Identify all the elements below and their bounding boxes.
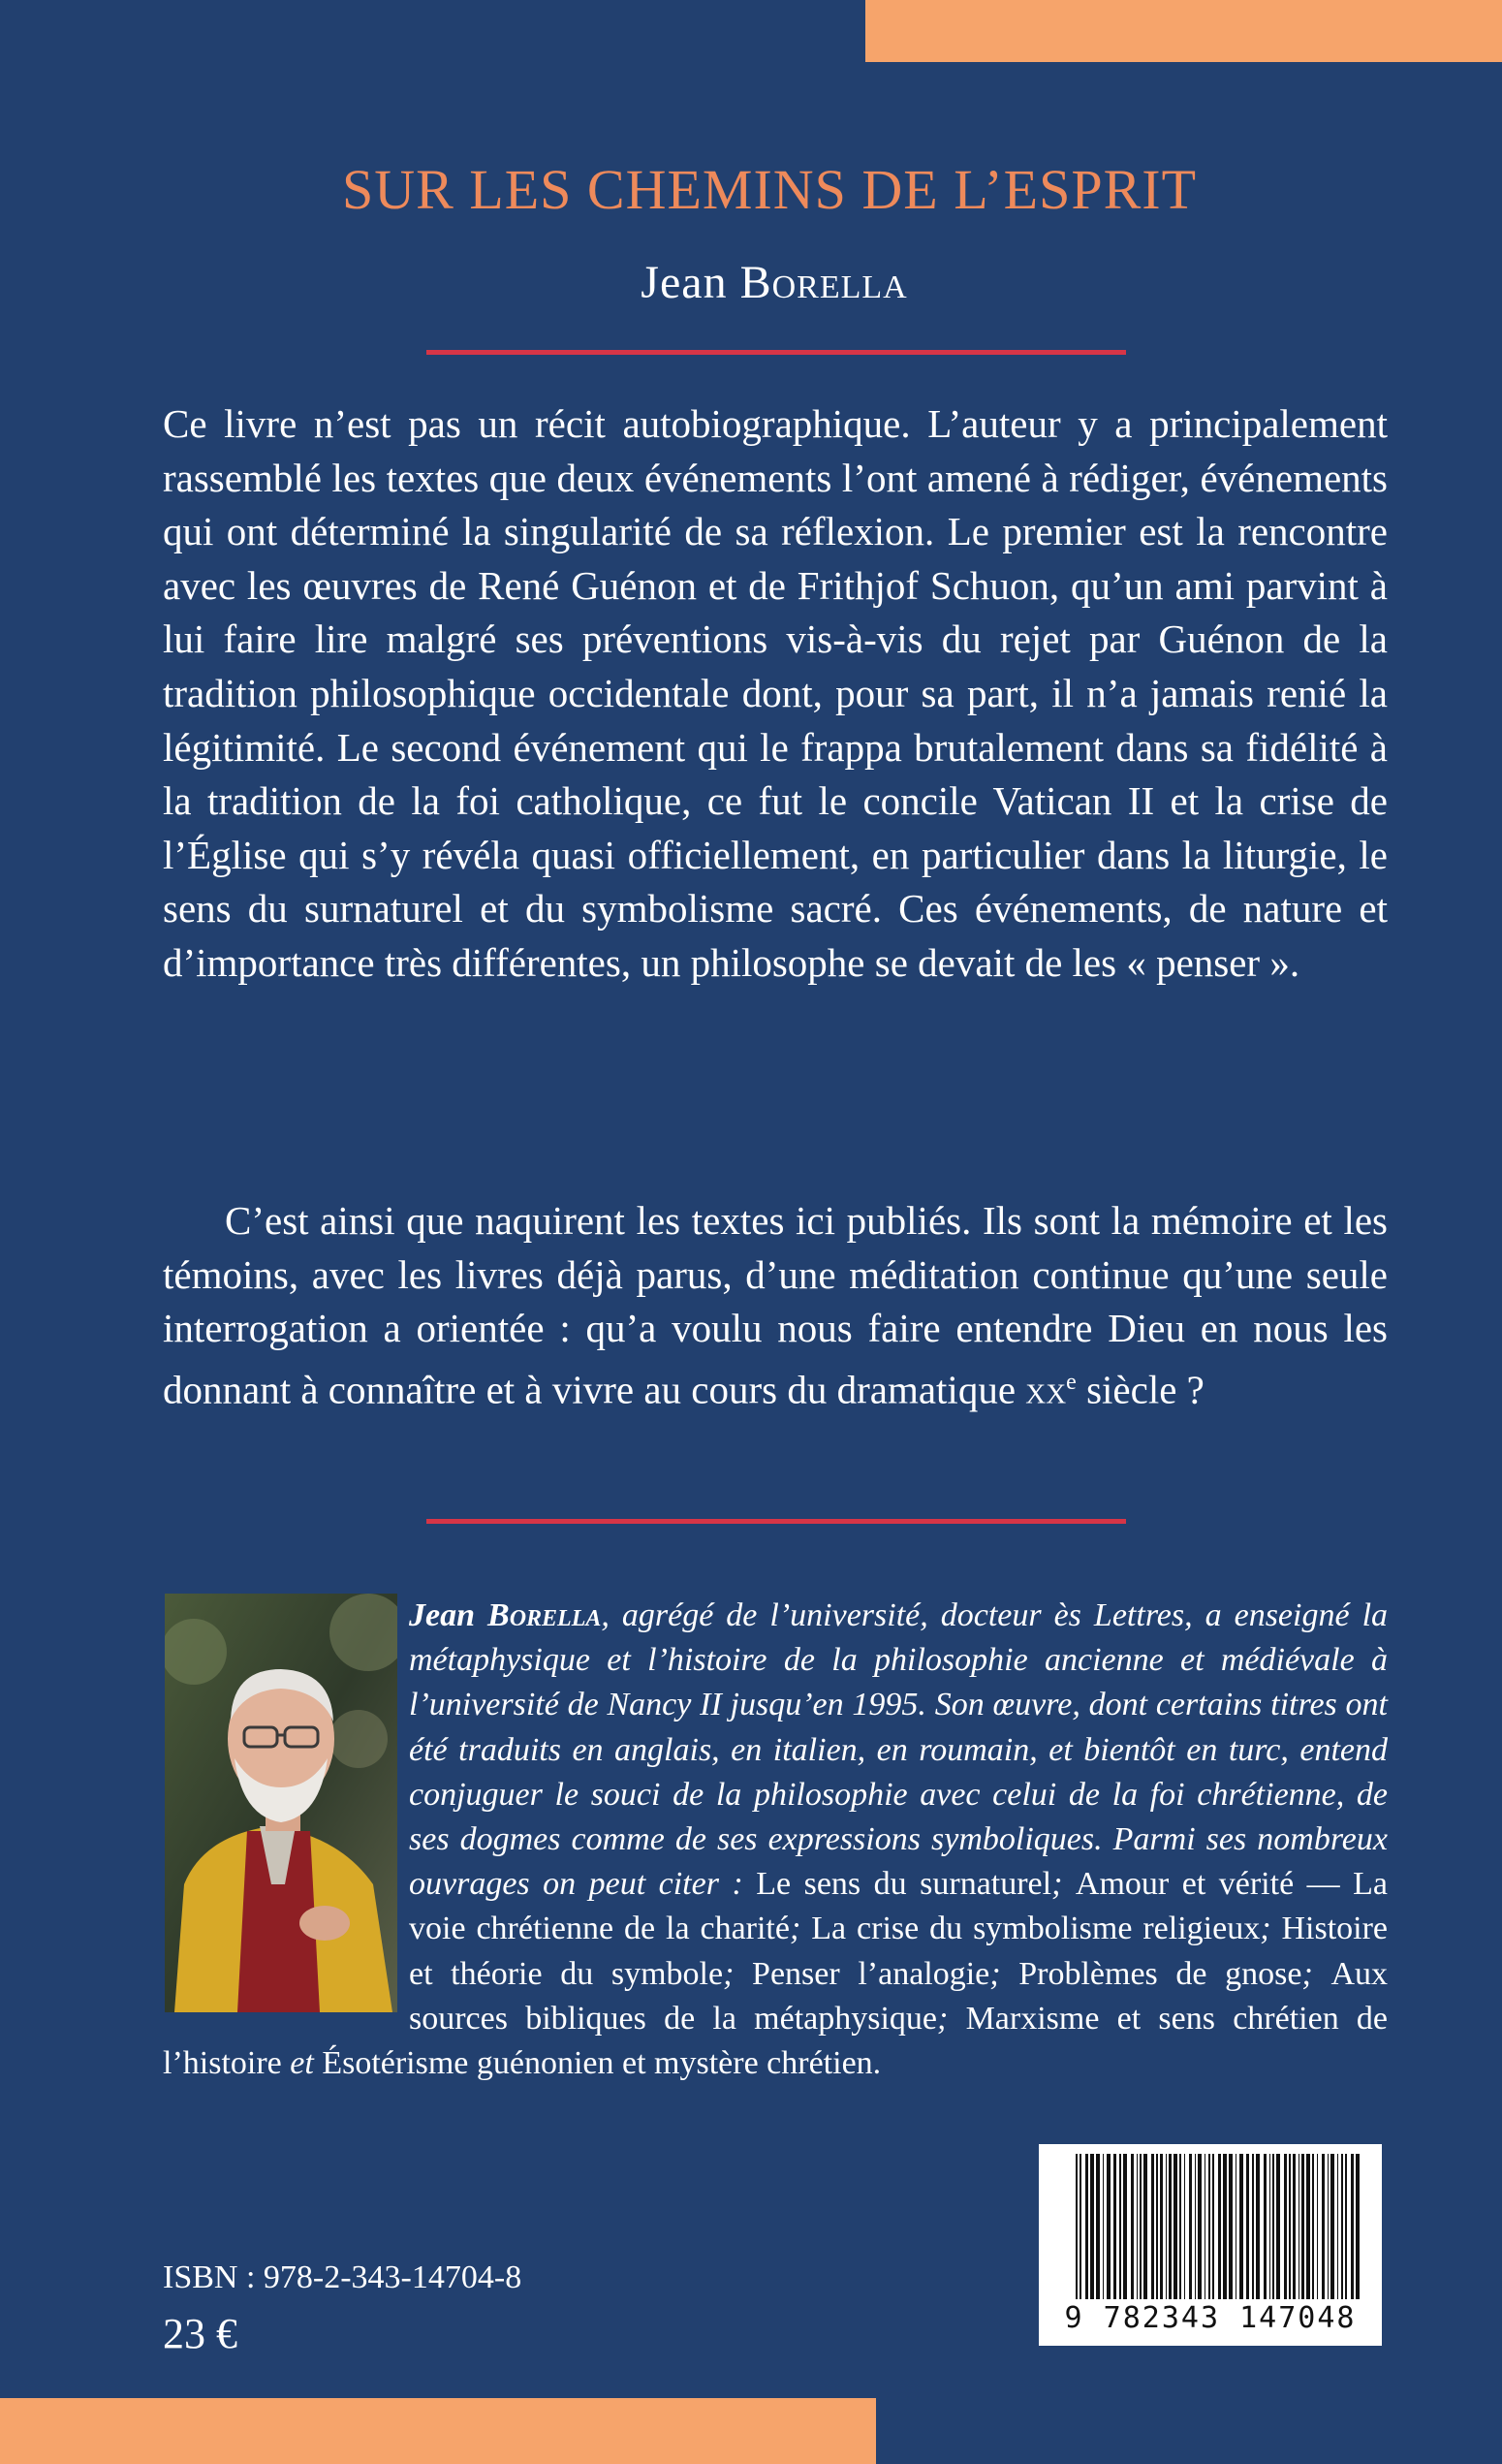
barcode-bar — [1179, 2154, 1181, 2299]
barcode-bar — [1312, 2154, 1314, 2299]
summary-paragraph-1: Ce livre n’est pas un récit autobiographique. L’auteur y a principalement rassemblé les textes que deux événements l’ont amené à rédiger, événements qui ont déterminé la singularité de sa réflexion. Le premier est la rencontre avec les œuvres de René Guénon et de Frithjof Schuon, qu’un ami parvint à lui faire lire malgré ses préventions vis-à-vis du rejet par Guénon de la tradition philosophique occidentale dont, pour sa part, il n’a jamais renié la légitimité. Le second événement qui le frappa brutalement dans sa fidélité à la tradition de la foi catholique, ce fut le concile Vatican II et la crise de l’Église qui s’y révéla quasi officiellement, en particulier dans la liturgie, le sens du surnaturel et du symbolisme sacré. Ces événements, de nature et d’importance très différentes, un philosophe se devait de les « penser ». — [163, 401, 1388, 985]
barcode-bar — [1218, 2154, 1221, 2299]
bottom-accent-band — [0, 2398, 876, 2464]
barcode-bar — [1169, 2154, 1172, 2299]
barcode-bar — [1119, 2154, 1121, 2299]
bio-sep-7: ; — [937, 2000, 966, 2037]
barcode-bar — [1330, 2154, 1334, 2299]
barcode-bar — [1306, 2154, 1310, 2299]
barcode-bar — [1252, 2154, 1254, 2299]
barcode-bar — [1356, 2154, 1360, 2299]
barcode-bar — [1337, 2154, 1338, 2299]
bio-conj: et — [281, 2045, 323, 2082]
barcode-bar — [1195, 2154, 1196, 2299]
barcode-digits: 9 782343 147048 — [1064, 2301, 1357, 2335]
bio-book-4: Histoire et théorie du symbole — [409, 1911, 1389, 1992]
barcode-bar — [1229, 2154, 1233, 2299]
barcode-bar — [1090, 2154, 1094, 2299]
barcode-bar — [1076, 2154, 1078, 2299]
barcode-bar — [1173, 2154, 1177, 2299]
barcode-bar — [1322, 2154, 1325, 2299]
barcode-bar — [1103, 2154, 1104, 2299]
barcode-bar — [1289, 2154, 1291, 2299]
bio-sep-3: ; — [1260, 1911, 1282, 1947]
bio-sep-4: ; — [723, 1955, 753, 1992]
barcode-bar — [1160, 2154, 1163, 2299]
bio-sep-6: ; — [1301, 1955, 1331, 1992]
barcode-bar — [1276, 2154, 1280, 2299]
top-accent-band — [865, 0, 1502, 62]
bio-book-8: Marxisme et sens chrétien de l’histoire — [163, 2000, 1389, 2082]
bio-sep-5: ; — [989, 1955, 1019, 1992]
summary-paragraph-2 — [163, 1194, 1388, 1417]
summary-p2-century: xx — [1025, 1367, 1067, 1412]
barcode-bar — [1208, 2154, 1210, 2299]
bio-end: . — [872, 2045, 882, 2082]
bio-sep-1: ; — [1051, 1866, 1076, 1903]
price-label: 23 € — [163, 2310, 237, 2357]
barcode-bar — [1212, 2154, 1214, 2299]
barcode-bar — [1301, 2154, 1304, 2299]
isbn-label: ISBN : 978-2-343-14704-8 — [163, 2259, 522, 2295]
barcode-bar — [1341, 2154, 1343, 2299]
book-author — [0, 254, 1502, 312]
summary-p2-text: C’est ainsi que naquirent les textes ici publiés. Ils sont la mémoire et les témoins, avec les livres déjà parus, d’une méditation continue qu’une seule interrogation a orientée : qu’a voulu nous faire entendre Dieu en nous les donnant à connaître et à vivre au cours du dramatique — [163, 1198, 1388, 1412]
barcode-bar — [1284, 2154, 1287, 2299]
barcode-bar — [1264, 2154, 1267, 2299]
bio-book-5: Penser l’analogie — [752, 1955, 990, 1992]
author-biography — [163, 1594, 1388, 2086]
bio-sep-2: ; — [789, 1911, 812, 1947]
barcode-bar — [1107, 2154, 1111, 2299]
barcode-bar — [1256, 2154, 1260, 2299]
barcode-bar — [1328, 2154, 1329, 2299]
barcode-bar — [1166, 2154, 1167, 2299]
bio-text: , agrégé de l’université, docteur ès Lettres, a enseigné la métaphysique et l’histoire de la philosophie ancienne et médiévale à l’université de Nancy II jusqu’en 1995. Son œuvre, dont certains titres ont été traduits en anglais, en italien, en roumain, et bientôt en turc, entend conjuguer le souci de la philosophie avec celui de la foi chrétienne, de ses dogmes comme de ses expressions symboliques. Parmi ses nombreux ouvrages on peut citer : — [409, 1597, 1389, 1903]
divider-bottom — [426, 1519, 1126, 1524]
barcode-bar — [1272, 2154, 1274, 2299]
barcode-bar — [1143, 2154, 1147, 2299]
bio-name-first: Jean — [409, 1597, 488, 1633]
summary-p2-sup: e — [1066, 1369, 1077, 1395]
barcode-bar — [1137, 2154, 1138, 2299]
barcode-bar — [1198, 2154, 1202, 2299]
bio-book-2: Amour et vérité — La voie chrétienne de la charité — [409, 1866, 1388, 1947]
barcode-bar — [1123, 2154, 1127, 2299]
barcode-bar — [1151, 2154, 1154, 2299]
isbn-barcode — [1039, 2144, 1382, 2346]
author-last-name: Borella — [739, 257, 908, 308]
barcode-bar — [1131, 2154, 1134, 2299]
divider-top — [426, 350, 1126, 355]
barcode-bar — [1345, 2154, 1347, 2299]
barcode-bar — [1140, 2154, 1142, 2299]
barcode-bar — [1223, 2154, 1227, 2299]
book-title: SUR LES CHEMINS DE L’ESPRIT — [341, 158, 1198, 221]
bio-author-name — [409, 1597, 601, 1633]
barcode-bar — [1293, 2154, 1296, 2299]
bio-book-1: Le sens du surnaturel — [756, 1866, 1052, 1903]
barcode-bar — [1246, 2154, 1249, 2299]
barcode-bar — [1096, 2154, 1100, 2299]
barcode-bar — [1239, 2154, 1243, 2299]
barcode-bar — [1317, 2154, 1318, 2299]
summary-p2-end: siècle ? — [1076, 1367, 1205, 1412]
author-first-name: Jean — [641, 257, 740, 308]
bio-book-3: La crise du symbolisme religieux — [811, 1911, 1261, 1947]
barcode-bar — [1085, 2154, 1088, 2299]
bio-book-9: Ésotérisme guénonien et mystère chrétien — [322, 2045, 873, 2082]
barcode-bar — [1080, 2154, 1081, 2299]
bio-book-7: Aux sources bibliques de la métaphysique — [409, 1955, 1388, 2037]
bio-name-last: Borella — [487, 1597, 602, 1633]
barcode-bar — [1351, 2154, 1354, 2299]
barcode-bar — [1156, 2154, 1158, 2299]
barcode-bar — [1189, 2154, 1192, 2299]
barcode-bar — [1113, 2154, 1116, 2299]
barcode-bar — [1184, 2154, 1185, 2299]
photo-spacer — [163, 1594, 409, 2030]
bio-book-6: Problèmes de gnose — [1018, 1955, 1302, 1992]
barcode-bar — [1269, 2154, 1270, 2299]
